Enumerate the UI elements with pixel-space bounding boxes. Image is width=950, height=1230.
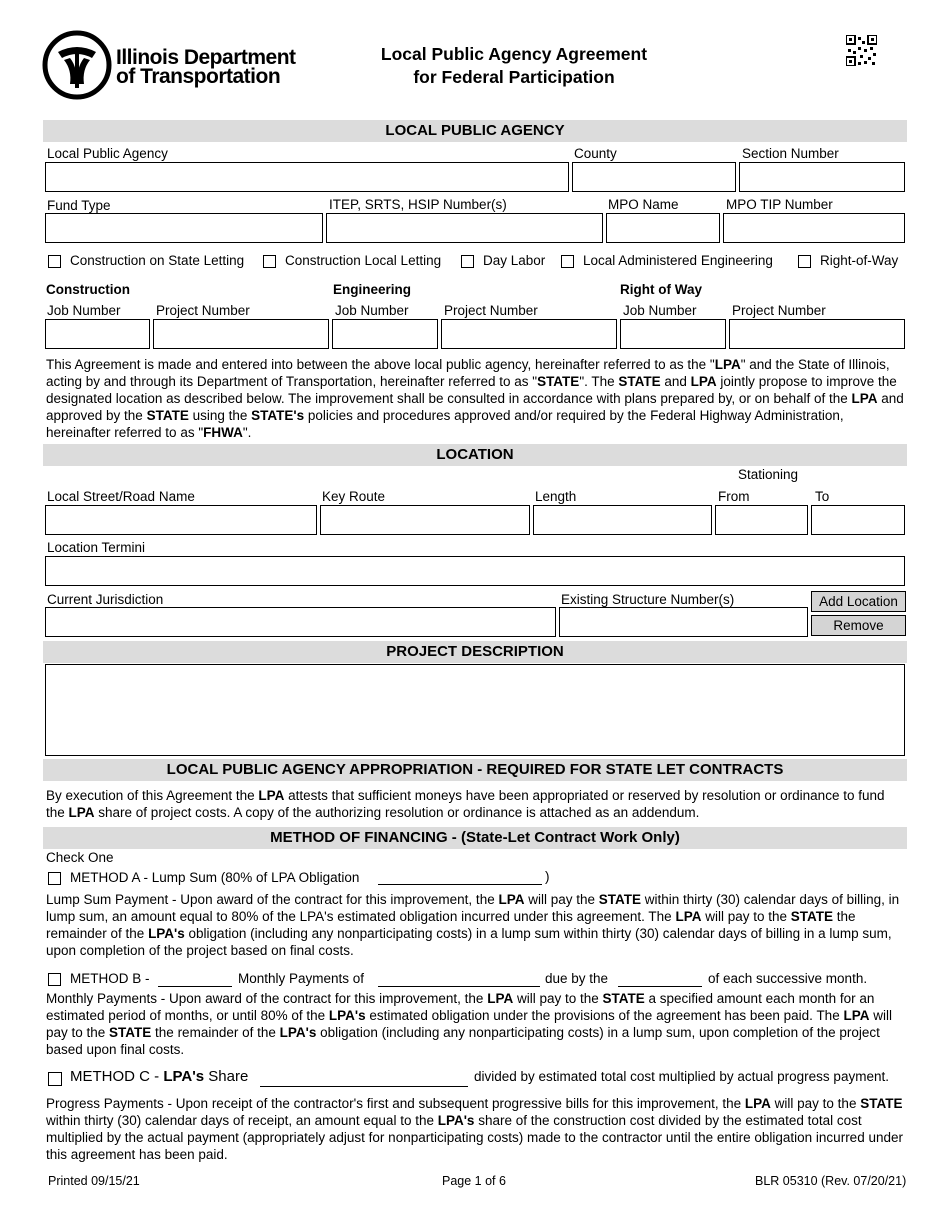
form-number: BLR 05310 (Rev. 07/20/21) (755, 1174, 907, 1188)
idot-logo (42, 30, 112, 100)
jurisdiction-input[interactable] (45, 607, 556, 637)
qr-code-icon (846, 35, 877, 66)
construction-heading: Construction (46, 282, 130, 297)
method-a-amount-input[interactable] (378, 884, 542, 885)
section-number-label: Section Number (742, 146, 839, 161)
appropriation-text: LPA (68, 805, 95, 820)
checkbox-construction-local-label: Construction Local Letting (285, 253, 442, 268)
jurisdiction-label: Current Jurisdiction (47, 592, 164, 607)
agreement-text: policies and procedures approved and/or required by the Federal Highway Administration, hereinafter referred to as " (46, 408, 844, 440)
key-route-input[interactable] (320, 505, 530, 535)
method-b-text: obligation (including any nonparticipating costs) in a lump sum, upon completion of the project based upon final costs. (46, 1025, 880, 1057)
agreement-paragraph (46, 356, 906, 441)
checkbox-construction-local[interactable] (263, 255, 276, 268)
appropriation-paragraph (46, 787, 906, 821)
method-a-text: LPA (498, 892, 525, 907)
county-input[interactable] (572, 162, 736, 192)
checkbox-day-labor-label: Day Labor (483, 253, 546, 268)
section-header-appropriation: LOCAL PUBLIC AGENCY APPROPRIATION - REQUIRED FOR STATE LET CONTRACTS (43, 759, 907, 781)
title-line-2: for Federal Participation (413, 67, 615, 87)
check-one-label: Check One (46, 850, 114, 865)
method-c-text: METHOD C - (70, 1068, 164, 1085)
fund-type-label: Fund Type (47, 198, 111, 213)
section-header-project-description: PROJECT DESCRIPTION (43, 641, 907, 663)
agreement-text: jointly propose to improve the designated location as described below. The improvement shall be consulted in accordance with plans prepared by, or on behalf of the (46, 374, 897, 406)
checkbox-construction-state[interactable] (48, 255, 61, 268)
key-route-label: Key Route (322, 489, 386, 504)
checkbox-local-engineering[interactable] (561, 255, 574, 268)
length-label: Length (535, 489, 577, 504)
page-number: Page 1 of 6 (442, 1174, 506, 1188)
section-header-location: LOCATION (43, 444, 907, 466)
method-b-checkbox[interactable] (48, 973, 61, 986)
method-b-end-label: of each successive month. (708, 971, 868, 986)
agreement-text: ". The (579, 374, 619, 389)
remove-button[interactable]: Remove (811, 615, 906, 636)
structure-label: Existing Structure Number(s) (561, 592, 735, 607)
engineering-job-label: Job Number (335, 303, 409, 318)
title-line-1: Local Public Agency Agreement (380, 44, 648, 64)
method-b-text: the remainder of the (151, 1025, 280, 1040)
checkbox-right-of-way[interactable] (798, 255, 811, 268)
method-b-text: Monthly Payments - Upon award of the contract for this improvement, the (46, 991, 488, 1006)
method-b-due-label: due by the (545, 971, 609, 986)
method-b-text: will pay to the (46, 1008, 892, 1040)
agreement-text: LPA (851, 391, 878, 406)
method-b-text: LPA's (279, 1025, 317, 1040)
method-c-text: LPA's (437, 1113, 475, 1128)
method-c-end-label: divided by estimated total cost multiplied by actual progress payment. (474, 1069, 889, 1084)
add-location-button[interactable]: Add Location (811, 591, 906, 612)
agreement-text: and approved by the (46, 391, 904, 423)
lpa-input[interactable] (45, 162, 569, 192)
appropriation-text: share of project costs. A copy of the authorizing resolution or ordinance is attached as an addendum. (94, 805, 700, 820)
method-c-text: Share (204, 1068, 249, 1085)
checkbox-local-engineering-label: Local Administered Engineering (583, 253, 773, 268)
from-input[interactable] (715, 505, 808, 535)
section-header-lpa: LOCAL PUBLIC AGENCY (43, 120, 907, 142)
construction-project-input[interactable] (153, 319, 329, 349)
method-c-text: within thirty (30) calendar days of receipt, an amount equal to the (46, 1113, 438, 1128)
method-b-text: a specified amount each month for an estimated period of months, or until 80% of the (46, 991, 875, 1023)
method-a-text: obligation (including any nonparticipating costs) in a lump sum within thirty (30) calendar days of billing in a lump sum, upon completion of the project based on final costs. (46, 926, 892, 958)
method-b-text: will pay to the (513, 991, 603, 1006)
mpo-name-input[interactable] (606, 213, 720, 243)
method-a-text: LPA's (148, 926, 185, 941)
appropriation-text: LPA (258, 788, 285, 803)
stationing-label: Stationing (738, 467, 799, 482)
method-b-text: STATE (602, 991, 645, 1006)
agreement-text: STATE (146, 408, 189, 423)
agreement-text: " and the State of Illinois, acting by and through its Department of Transportation, hereinafter referred to as " (46, 357, 890, 389)
checkbox-construction-state-label: Construction on State Letting (70, 253, 245, 268)
method-c-text: LPA (744, 1096, 771, 1111)
method-c-text: STATE (860, 1096, 903, 1111)
engineering-heading: Engineering (333, 282, 412, 297)
section-number-input[interactable] (739, 162, 905, 192)
county-label: County (574, 146, 617, 161)
agreement-text: STATE (537, 374, 580, 389)
method-b-paragraph (46, 990, 906, 1058)
section-header-financing: METHOD OF FINANCING - (State-Let Contract Work Only) (43, 827, 907, 849)
mpo-tip-input[interactable] (723, 213, 905, 243)
method-a-text: STATE (598, 892, 642, 907)
method-b-mid-label: Monthly Payments of (238, 971, 365, 986)
method-a-checkbox[interactable] (48, 872, 61, 885)
row-job-label: Job Number (623, 303, 697, 318)
method-c-text: share of the construction cost divided by the estimated total cost multiplied by the actual payment (appropriately adjust for nonparticipating costs) made to the contractor until the entire obligation incurred under this agreement has been paid. (46, 1113, 903, 1162)
row-heading: Right of Way (620, 282, 702, 297)
itep-label: ITEP, SRTS, HSIP Number(s) (329, 197, 507, 212)
method-b-text: LPA (843, 1008, 870, 1023)
checkbox-right-of-way-label: Right-of-Way (820, 253, 899, 268)
engineering-project-label: Project Number (444, 303, 538, 318)
mpo-tip-label: MPO TIP Number (726, 197, 833, 212)
method-a-text: LPA (675, 909, 702, 924)
street-input[interactable] (45, 505, 317, 535)
method-a-text: within thirty (30) calendar days of billing, in lump sum, an amount equal to 80% of the LPA's estimated obligation incurred under this agreement. The (46, 892, 900, 924)
method-a-text: will pay the (524, 892, 599, 907)
method-b-label: METHOD B - (70, 971, 150, 986)
agreement-text: ". (242, 425, 252, 440)
method-b-amount-input[interactable] (378, 986, 540, 987)
agreement-text: and (660, 374, 691, 389)
construction-project-label: Project Number (156, 303, 250, 318)
agreement-text: STATE (618, 374, 661, 389)
printed-date: Printed 09/15/21 (48, 1174, 140, 1188)
lpa-label: Local Public Agency (47, 146, 168, 161)
mpo-name-label: MPO Name (608, 197, 679, 212)
method-c-text: Progress Payments - Upon receipt of the contractor's first and subsequent progressive bills for this improvement, the (46, 1096, 745, 1111)
agreement-text: LPA (714, 357, 741, 372)
method-c-text: LPA's (163, 1068, 205, 1085)
engineering-job-input[interactable] (332, 319, 438, 349)
method-b-text: LPA's (328, 1008, 366, 1023)
method-b-day-input[interactable] (618, 986, 702, 987)
method-c-text: will pay to the (770, 1096, 861, 1111)
street-label: Local Street/Road Name (47, 489, 195, 504)
to-input[interactable] (811, 505, 905, 535)
structure-input[interactable] (559, 607, 808, 637)
row-project-input[interactable] (729, 319, 905, 349)
agreement-text: LPA (690, 374, 717, 389)
appropriation-text: attests that sufficient moneys have been appropriated or reserved by resolution or ordinance to fund the (46, 788, 885, 820)
engineering-project-input[interactable] (441, 319, 617, 349)
appropriation-text: By execution of this Agreement the (46, 788, 259, 803)
method-c-label (70, 1069, 248, 1085)
org-line-1: Illinois Department (116, 46, 296, 69)
method-a-label: METHOD A - Lump Sum (80% of LPA Obligation (70, 870, 360, 885)
length-input[interactable] (533, 505, 712, 535)
method-a-text: Lump Sum Payment - Upon award of the contract for this improvement, the (46, 892, 499, 907)
page-title (300, 43, 728, 89)
method-b-text: STATE (109, 1025, 152, 1040)
from-label: From (718, 489, 750, 504)
construction-job-input[interactable] (45, 319, 150, 349)
agreement-text: STATE's (251, 408, 305, 423)
method-a-text: STATE (790, 909, 833, 924)
agreement-text: FHWA (203, 425, 243, 440)
row-project-label: Project Number (732, 303, 826, 318)
method-b-text: LPA (487, 991, 514, 1006)
method-a-paragraph (46, 891, 906, 959)
agreement-text: using the (188, 408, 252, 423)
construction-job-label: Job Number (47, 303, 121, 318)
method-c-paragraph (46, 1095, 906, 1163)
method-a-text: the remainder of the (46, 909, 856, 941)
termini-label: Location Termini (47, 540, 146, 555)
checkbox-day-labor[interactable] (461, 255, 474, 268)
project-description-textarea[interactable] (45, 664, 905, 756)
org-name (116, 48, 296, 86)
method-b-text: estimated obligation under the provisions of the agreement has been paid. The (365, 1008, 844, 1023)
agreement-text: This Agreement is made and entered into between the above local public agency, hereinafter referred to as the " (46, 357, 715, 372)
method-a-text: will pay to the (701, 909, 791, 924)
method-a-close: ) (545, 869, 550, 884)
itep-input[interactable] (326, 213, 603, 243)
termini-input[interactable] (45, 556, 905, 586)
fund-type-select[interactable] (45, 213, 323, 243)
org-line-2: of Transportation (116, 65, 281, 88)
row-job-input[interactable] (620, 319, 726, 349)
method-b-count-input[interactable] (158, 986, 232, 987)
method-c-share-input[interactable] (260, 1086, 468, 1087)
to-label: To (815, 489, 830, 504)
method-c-checkbox[interactable] (48, 1072, 62, 1086)
